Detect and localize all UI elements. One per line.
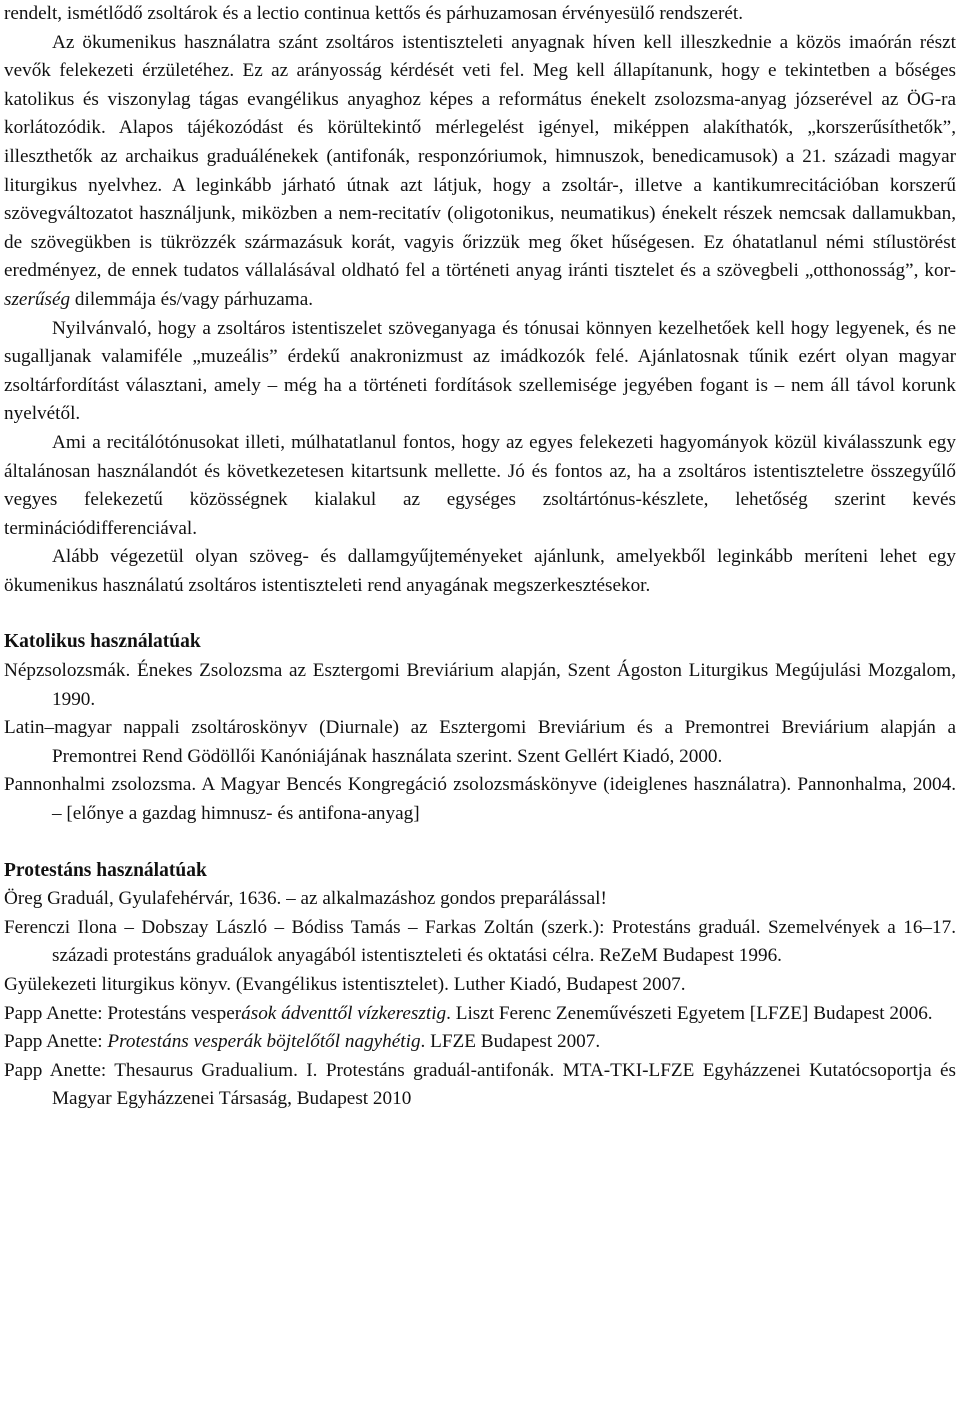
text-run: Gyülekezeti liturgikus könyv. (Evangélikus istentisztelet). Luther Kiadó, Budapest 2007. [4,974,686,995]
text-run: . LFZE Budapest 2007. [420,1031,601,1053]
italic-run: szerűség [4,288,71,310]
spacer [4,600,956,628]
text-run: Nyilvánvaló, hogy a zsoltáros istentiszelet szöveganyaga és tónusai könnyen kezelhetőek kell hogy legyenek, és ne sugalljanak valamiféle „muzeális” érdekű anakronizmust az imádkozók felé. Ajánlatosnak tűnik ezért olyan magyar zsoltárfordítást választani, amely – még ha a történeti fordítások szellemisége jegyében fogant is – nem áll távol korunk nyelvétől. [4,317,956,425]
text-run: Az ökumenikus használatra szánt zsoltáros istentiszteleti anyagnak híven kell illeszkednie a közös imaórán részt vevők felekezeti érzületéhez. Ez az arányosság kérdését veti fel. Meg kell állapítanunk, hogy e tekintetben a bőséges katolikus és viszonylag tágas evangélikus anyaghoz képes a református énekelt zsolozsma-anyag józserével az ÖG-ra korlátozódik. Alapos tájékozódást és körültekintő mérlegelést igényel, miképpen alakíthatók, „korszerűsíthetők”, illeszthetők az archaikus graduálénekek (antifonák, responzóriumok, himnuszok, benedicamusok) a 21. századi magyar liturgikus nyelvhez. A leginkább járható útnak azt látjuk, hogy a zsoltár-, illetve a kantikumrecitációban korszerű szövegváltozatot használjunk, miközben a nem-recitatív (oligotonikus, neumatikus) énekelt részek nemcsak dallamukban, de szövegükben is tükrözzék származásuk korát, vagyis őrizzük meg őket hűségesen. Ez óhatatlanul némi stílustörést eredményez, de ennek tudatos vállalásával oldható fel a történeti anyag iránti tisztelet és a szövegbeli „otthonosság”, kor- [4,31,956,282]
bibliography-entry [4,771,956,828]
text-run: Népzsolozsmák. Énekes Zsolozsma az Esztergomi Breviárium alapján, Szent Ágoston Liturgikus Megújulási Mozgalom, 1990. [4,660,956,710]
text-run: Ferenczi Ilona – Dobszay László – Bódiss Tamás – Farkas Zoltán (szerk.): Protestáns graduál. Szemelvények a 16–17. századi protestáns graduálok anyagából istentiszteleti és oktatási célra. ReZeM Budapest 1996. [4,916,956,967]
section-protestant [4,857,956,1114]
paragraph-1 [4,0,956,29]
bibliography-entry [4,1028,956,1057]
bibliography-entry [4,1000,956,1029]
paragraph-5 [4,543,956,600]
text-run: . Liszt Ferenc Zeneművészeti Egyetem [LFZE] Budapest 2006. [446,1002,933,1024]
text-run: Pannonhalmi zsolozsma. A Magyar Bencés Kongregáció zsolozsmáskönyve (ideiglenes használatra). Pannonhalma, 2004. – [előnye a gazdag himnusz- és antifona-anyag] [4,774,956,825]
text-run: Papp Anette: Protestáns vesper [4,1002,242,1024]
bibliography-entry [4,657,956,714]
bibliography-entry [4,914,956,971]
paragraph-2 [4,29,956,315]
section-catholic [4,628,956,828]
paragraph-4 [4,429,956,543]
section-heading: Katolikus használatúak [4,631,201,653]
text-run: Latin–magyar nappali zsoltároskönyv (Diurnale) az Esztergomi Breviárium és a Premontrei Breviárium alapján a Premontrei Rend Gödöllői Kanóniájának használata szerint. Szent Gellért Kiadó, 2000. [4,717,956,767]
text-run: Papp Anette: Thesaurus Gradualium. I. Protestáns graduál-antifonák. MTA-TKI-LFZE Egyházzenei Kutatócsoportja és Magyar Egyházzenei Társaság, Budapest 2010 [4,1059,956,1110]
text-run: Papp Anette: [4,1031,108,1053]
bibliography-entry [4,971,956,1000]
bibliography-entry [4,885,956,914]
text-run: rendelt, ismétlődő zsoltárok és a lectio continua kettős és párhuzamosan érvényesülő rendszerét. [4,3,743,24]
text-run: Alább végezetül olyan szöveg- és dallamgyűjteményeket ajánlunk, amelyekből leginkább meríteni lehet egy ökumenikus használatú zsoltáros istentiszteleti rend anyagának megszerkesztésekor. [4,546,956,596]
body-text [4,0,956,600]
text-run: Öreg Graduál, Gyulafehérvár, 1636. – az alkalmazáshoz gondos preparálással! [4,888,607,910]
text-run: dilemmája és/vagy párhuzama. [70,288,314,310]
paragraph-3 [4,315,956,429]
italic-run: Protestáns vesperák böjtelőtől nagyhétig [107,1031,421,1053]
text-run: Ami a recitálótónusokat illeti, múlhatatlanul fontos, hogy az egyes felekezeti hagyományok közül kiválasszunk egy általánosan használandót és következetesen kitartsunk mellette. Jó és fontos az, ha a zsoltáros istentiszteletre összegyűlő vegyes felekezetű közösségnek kialakul az egységes zsoltártónus-készlete, lehetőség szerint kevés terminációdifferenciával. [4,431,956,539]
bibliography-entry [4,714,956,771]
spacer [4,829,956,857]
section-heading: Protestáns használatúak [4,859,207,881]
italic-run: ások ádventtől vízkeresztig [241,1002,447,1024]
bibliography-entry [4,1057,956,1114]
